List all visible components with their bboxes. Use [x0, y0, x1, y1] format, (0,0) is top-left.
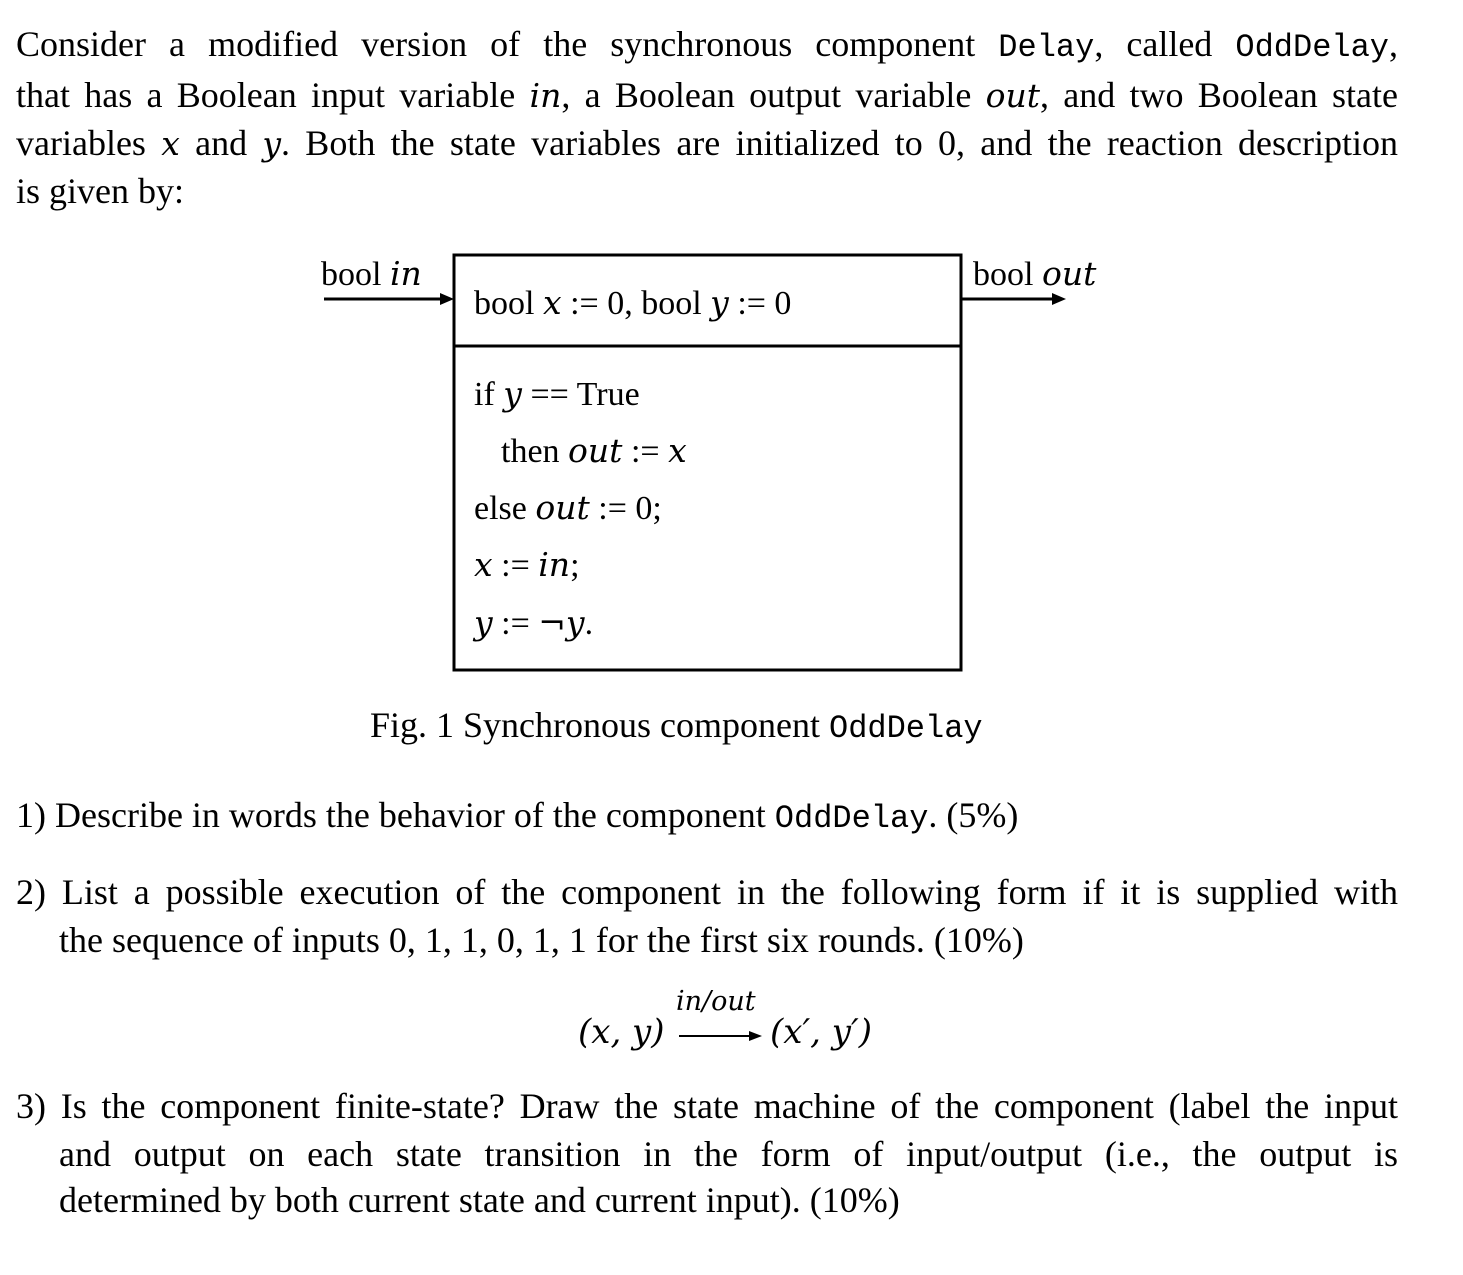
question-3-line-3 — [59, 1182, 900, 1218]
reaction-text: ; — [570, 547, 580, 584]
keyword: else — [474, 490, 527, 527]
var-out: out — [985, 76, 1040, 115]
var-y: y — [262, 124, 282, 163]
input-arrow-head — [440, 293, 454, 305]
var-out: out — [1041, 254, 1097, 293]
var-x: x — [161, 124, 180, 163]
question-2-line-2 — [59, 922, 1024, 958]
caption-text: Fig. 1 Synchronous component — [370, 705, 829, 745]
output-port-label — [973, 254, 1097, 293]
code-odddelay: OddDelay — [774, 800, 929, 837]
reaction-text: . — [584, 605, 594, 642]
output-arrow-head — [1052, 293, 1066, 305]
question-1 — [16, 797, 1018, 835]
reaction-x-update — [474, 545, 580, 584]
reaction-if — [474, 374, 640, 413]
question-2-line-1 — [16, 874, 1398, 910]
reaction-text: := — [501, 605, 530, 642]
intro-text: Consider a modified version of the synchronous component — [16, 24, 999, 64]
question-text: 2) List a possible execution of the component in the following form if it is supplied with — [16, 872, 1398, 912]
reaction-then — [501, 431, 687, 470]
keyword: then — [501, 433, 560, 470]
question-3-line-1 — [16, 1088, 1398, 1124]
intro-text: . Both the state variables are initialized to 0, and the reaction description — [281, 123, 1398, 163]
var-in: in — [389, 254, 422, 293]
intro-text: , — [1389, 24, 1398, 64]
var-in: in — [538, 545, 571, 584]
question-text: 1) Describe in words the behavior of the component — [16, 795, 775, 835]
var-y: y — [503, 374, 522, 413]
var-in: in — [529, 76, 562, 115]
state-init — [474, 283, 792, 322]
formula-io-label: in/out — [676, 986, 756, 1017]
var-x: x — [474, 545, 493, 584]
init-text: bool — [474, 285, 535, 322]
formula-left — [578, 1012, 665, 1052]
intro-text: variables — [16, 123, 162, 163]
var-x: x — [542, 283, 562, 322]
reaction-else — [474, 488, 662, 527]
reaction-text: == True — [530, 376, 640, 413]
intro-text: is given by: — [16, 171, 184, 211]
var-y: y — [710, 283, 729, 322]
intro-text: that has a Boolean input variable — [16, 75, 530, 115]
question-3-line-2 — [59, 1136, 1398, 1172]
formula-arrow-head — [749, 1031, 762, 1041]
init-text: := 0 — [737, 285, 792, 322]
formula-state: (x′, y′) — [770, 1012, 872, 1052]
input-port-label — [321, 254, 422, 293]
reaction-text: := — [630, 433, 660, 470]
reaction-y-update — [474, 603, 594, 642]
port-type: bool — [973, 256, 1034, 293]
intro-text: and — [179, 123, 263, 163]
keyword: if — [474, 376, 495, 413]
var-not-y: ¬y — [538, 603, 585, 642]
var-x: x — [668, 431, 687, 470]
intro-text: , called — [1094, 24, 1236, 64]
question-text: the sequence of inputs 0, 1, 1, 0, 1, 1 for the first six rounds. (10%) — [59, 920, 1024, 960]
question-text: . (5%) — [928, 795, 1019, 835]
code-delay: Delay — [998, 29, 1095, 66]
code-odddelay: OddDelay — [828, 710, 983, 747]
intro-text: , and two Boolean state — [1039, 75, 1399, 115]
question-text: 3) Is the component finite-state? Draw the state machine of the component (label the input — [16, 1086, 1398, 1126]
port-type: bool — [321, 256, 382, 293]
intro-text: , a Boolean output variable — [561, 75, 986, 115]
question-text: determined by both current state and current input). (10%) — [59, 1180, 900, 1220]
formula-state: (x, y) — [578, 1012, 665, 1052]
formula-label — [676, 988, 756, 1015]
question-text: and output on each state transition in the form of input/output (i.e., the output is — [59, 1134, 1398, 1174]
reaction-text: := 0; — [598, 490, 662, 527]
init-text: := 0, bool — [570, 285, 702, 322]
var-out: out — [535, 488, 590, 527]
code-odddelay: OddDelay — [1235, 29, 1389, 66]
reaction-text: := — [501, 547, 530, 584]
formula-right — [770, 1012, 872, 1052]
figure-caption — [370, 707, 983, 745]
var-out: out — [568, 431, 623, 470]
var-y: y — [474, 603, 493, 642]
